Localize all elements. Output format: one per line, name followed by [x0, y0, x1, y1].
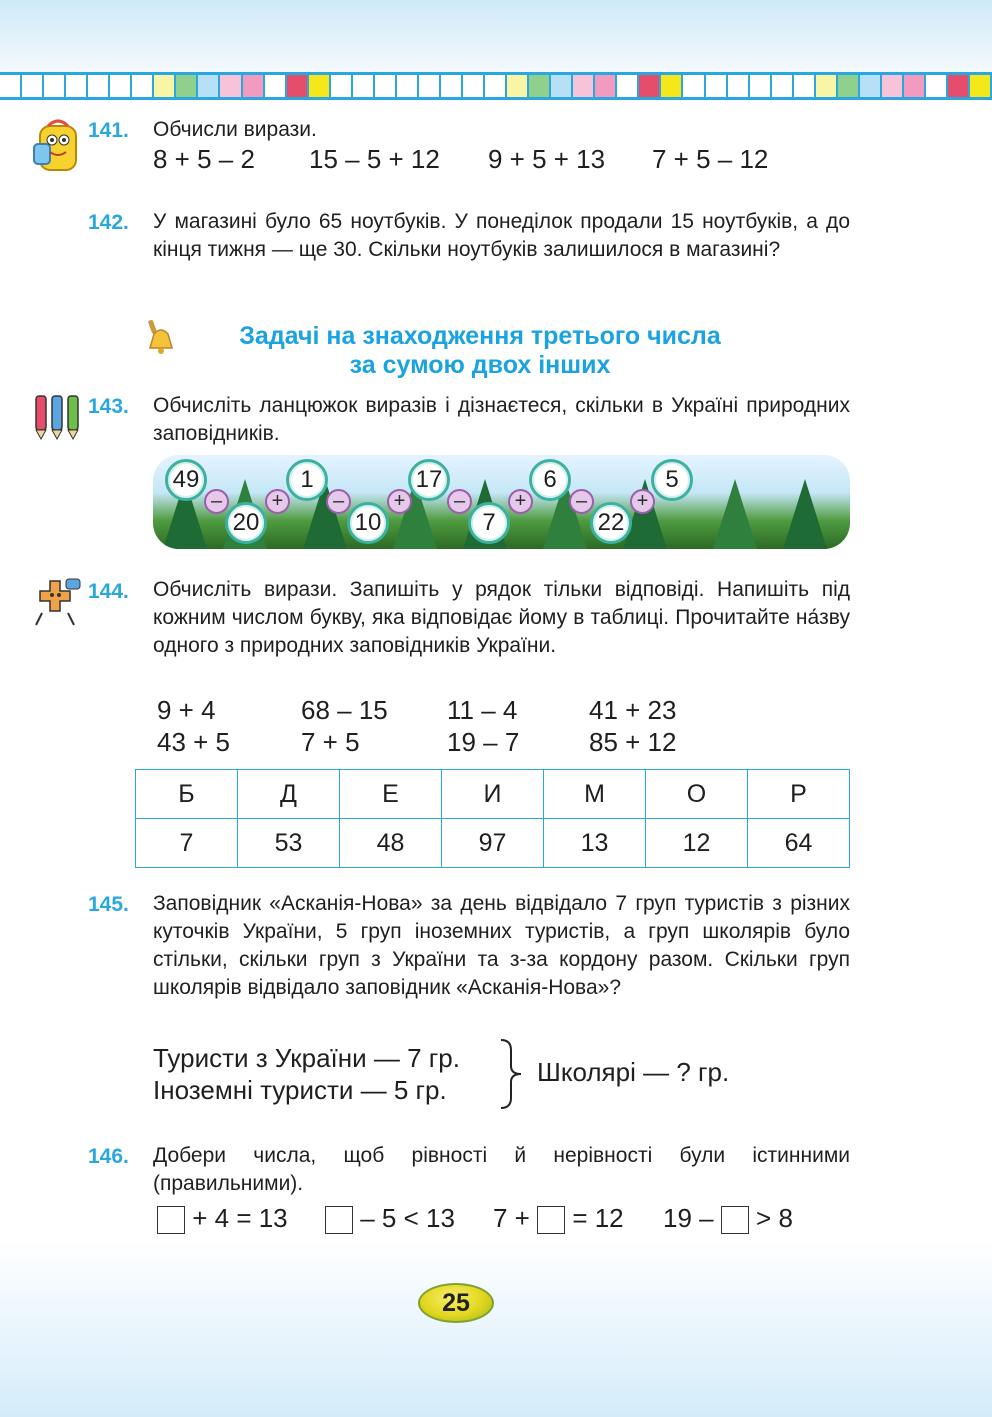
- expression: 85 + 12: [589, 727, 677, 757]
- bell-icon: [146, 320, 176, 356]
- answer-box[interactable]: [157, 1206, 185, 1234]
- expression-chain-banner: [153, 455, 850, 549]
- chain-number: 1: [286, 459, 328, 501]
- task-number-142: 142.: [88, 211, 129, 234]
- strip-cell: [110, 75, 132, 97]
- equation-item: 19 – > 8: [663, 1203, 793, 1233]
- table-cell-number: 13: [544, 819, 646, 868]
- section-heading-line-1: Задачі на знаходження третього числа: [239, 322, 721, 350]
- strip-cell: [683, 75, 705, 97]
- task-145-scheme: [153, 1042, 460, 1106]
- chain-operator: +: [265, 489, 290, 514]
- equation-item: – 5 < 13: [325, 1203, 493, 1234]
- table-row-numbers: [136, 819, 850, 868]
- strip-cell: [243, 75, 265, 97]
- table-cell-letter: О: [646, 770, 748, 819]
- strip-cell: [0, 75, 22, 97]
- strip-cell: [176, 75, 198, 97]
- task-145-text: Заповідник «Асканія-Нова» за день відвідало 7 груп туристів з різних куточків України, 5 груп іноземних туристів, а груп школярів було стільки, скільки груп з України та з-за кордону разом. Скільки груп школярів відвідало заповідник «Асканія-Нова»?: [153, 892, 850, 999]
- answer-box[interactable]: [325, 1206, 353, 1234]
- header-color-strip: [0, 72, 992, 100]
- expression: 9 + 4: [157, 695, 216, 725]
- chain-number: 5: [651, 459, 693, 501]
- table-cell-letter: И: [442, 770, 544, 819]
- strip-cell: [794, 75, 816, 97]
- strip-cell: [529, 75, 551, 97]
- chain-number: 7: [468, 502, 510, 544]
- strip-cell: [309, 75, 331, 97]
- strip-cell: [706, 75, 728, 97]
- expression: 41 + 23: [589, 695, 677, 725]
- chain-number: 22: [590, 502, 632, 544]
- task-141-expressions: [153, 144, 768, 175]
- task-144-text: Обчисліть вирази. Запишіть у рядок тільки відповіді. Напишіть під кожним числом букву, яка відповідає йому в таблиці. Прочитайте на́зву одного з природних заповідників України.: [153, 578, 850, 657]
- scheme-line-2: Іноземні туристи — 5 гр.: [153, 1075, 447, 1105]
- expression: 9 + 5 + 13: [488, 144, 606, 174]
- strip-cell: [287, 75, 309, 97]
- chain-operator: +: [630, 489, 655, 514]
- strip-cell: [772, 75, 794, 97]
- page-number-badge: 25: [418, 1283, 494, 1323]
- strip-cell: [750, 75, 772, 97]
- table-cell-number: 48: [340, 819, 442, 868]
- chain-operator: –: [204, 489, 229, 514]
- strip-cell: [661, 75, 683, 97]
- plus-character-icon: [28, 577, 84, 627]
- expression: 7 + 5 – 12: [652, 144, 769, 174]
- chain-number: 49: [165, 459, 207, 501]
- scheme-line-1: Туристи з України — 7 гр.: [153, 1043, 460, 1073]
- strip-cell: [88, 75, 110, 97]
- backpack-icon: [30, 118, 86, 174]
- equation-item: 7 + = 12: [493, 1203, 624, 1233]
- strip-cell: [331, 75, 353, 97]
- answer-box[interactable]: [537, 1206, 565, 1234]
- strip-cell: [860, 75, 882, 97]
- expression: 7 + 5: [301, 727, 360, 757]
- task-144-expressions-row-2: [157, 727, 676, 758]
- strip-cell: [639, 75, 661, 97]
- answer-box[interactable]: [721, 1206, 749, 1234]
- task-143-text: Обчисліть ланцюжок виразів і дізнаєтеся, скільки в Україні природних заповідників.: [153, 394, 850, 445]
- table-cell-number: 97: [442, 819, 544, 868]
- task-141-text: Обчисли вирази.: [153, 118, 317, 141]
- strip-cell: [44, 75, 66, 97]
- chain-operator: +: [508, 489, 533, 514]
- strip-cell: [970, 75, 992, 97]
- strip-cell: [66, 75, 88, 97]
- table-cell-letter: Е: [340, 770, 442, 819]
- expression: 68 – 15: [301, 695, 388, 725]
- table-cell-letter: М: [544, 770, 646, 819]
- strip-cell: [816, 75, 838, 97]
- task-number-141: 141.: [88, 119, 129, 142]
- chain-number: 17: [408, 459, 450, 501]
- strip-cell: [882, 75, 904, 97]
- strip-cell: [573, 75, 595, 97]
- section-heading-line-2: за сумою двох інших: [349, 351, 611, 379]
- expression: 15 – 5 + 12: [309, 144, 440, 174]
- pencils-icon: [30, 392, 84, 440]
- chain-number: 20: [225, 502, 267, 544]
- strip-cell: [948, 75, 970, 97]
- curly-brace-icon: [497, 1038, 525, 1110]
- expression: 43 + 5: [157, 727, 231, 757]
- chain-operator: +: [387, 489, 412, 514]
- equation-item: + 4 = 13: [157, 1203, 325, 1234]
- strip-cell: [22, 75, 44, 97]
- strip-cell: [507, 75, 529, 97]
- table-row-letters: [136, 770, 850, 819]
- table-cell-number: 64: [748, 819, 850, 868]
- task-number-146: 146.: [88, 1145, 129, 1168]
- chain-operator: –: [447, 489, 472, 514]
- chain-number: 6: [529, 459, 571, 501]
- strip-cell: [551, 75, 573, 97]
- task-144-expressions-row-1: [157, 695, 676, 726]
- task-number-145: 145.: [88, 893, 129, 916]
- task-number-144: 144.: [88, 580, 129, 603]
- table-cell-number: 53: [238, 819, 340, 868]
- letter-number-table: [135, 769, 850, 868]
- table-cell-number: 12: [646, 819, 748, 868]
- strip-cell: [838, 75, 860, 97]
- strip-cell: [926, 75, 948, 97]
- scheme-result: Школярі — ? гр.: [537, 1057, 730, 1087]
- strip-cell: [441, 75, 463, 97]
- strip-cell: [198, 75, 220, 97]
- strip-cell: [154, 75, 176, 97]
- strip-cell: [463, 75, 485, 97]
- strip-cell: [904, 75, 926, 97]
- table-cell-number: 7: [136, 819, 238, 868]
- table-cell-letter: Д: [238, 770, 340, 819]
- section-heading: [180, 322, 780, 380]
- expression: 8 + 5 – 2: [153, 144, 255, 174]
- strip-cell: [353, 75, 375, 97]
- strip-cell: [485, 75, 507, 97]
- task-142-text: У магазині було 65 ноутбуків. У понеділок продали 15 ноутбуків, а до кінця тижня — ще 30. Скільки ноутбуків залишилося в магазині?: [153, 210, 850, 261]
- expression: 11 – 4: [447, 695, 518, 725]
- expression: 19 – 7: [447, 727, 520, 757]
- task-number-143: 143.: [88, 395, 129, 418]
- strip-cell: [375, 75, 397, 97]
- chain-operator: –: [569, 489, 594, 514]
- strip-cell: [265, 75, 287, 97]
- task-146-text: Добери числа, щоб рівності й нерівності були істинними (правильними).: [153, 1144, 850, 1195]
- strip-cell: [397, 75, 419, 97]
- strip-cell: [132, 75, 154, 97]
- strip-cell: [220, 75, 242, 97]
- chain-operator: –: [326, 489, 351, 514]
- strip-cell: [728, 75, 750, 97]
- strip-cell: [617, 75, 639, 97]
- table-cell-letter: Р: [748, 770, 850, 819]
- strip-cell: [595, 75, 617, 97]
- table-cell-letter: Б: [136, 770, 238, 819]
- strip-cell: [419, 75, 441, 97]
- chain-number: 10: [347, 502, 389, 544]
- task-146-items: [157, 1203, 793, 1234]
